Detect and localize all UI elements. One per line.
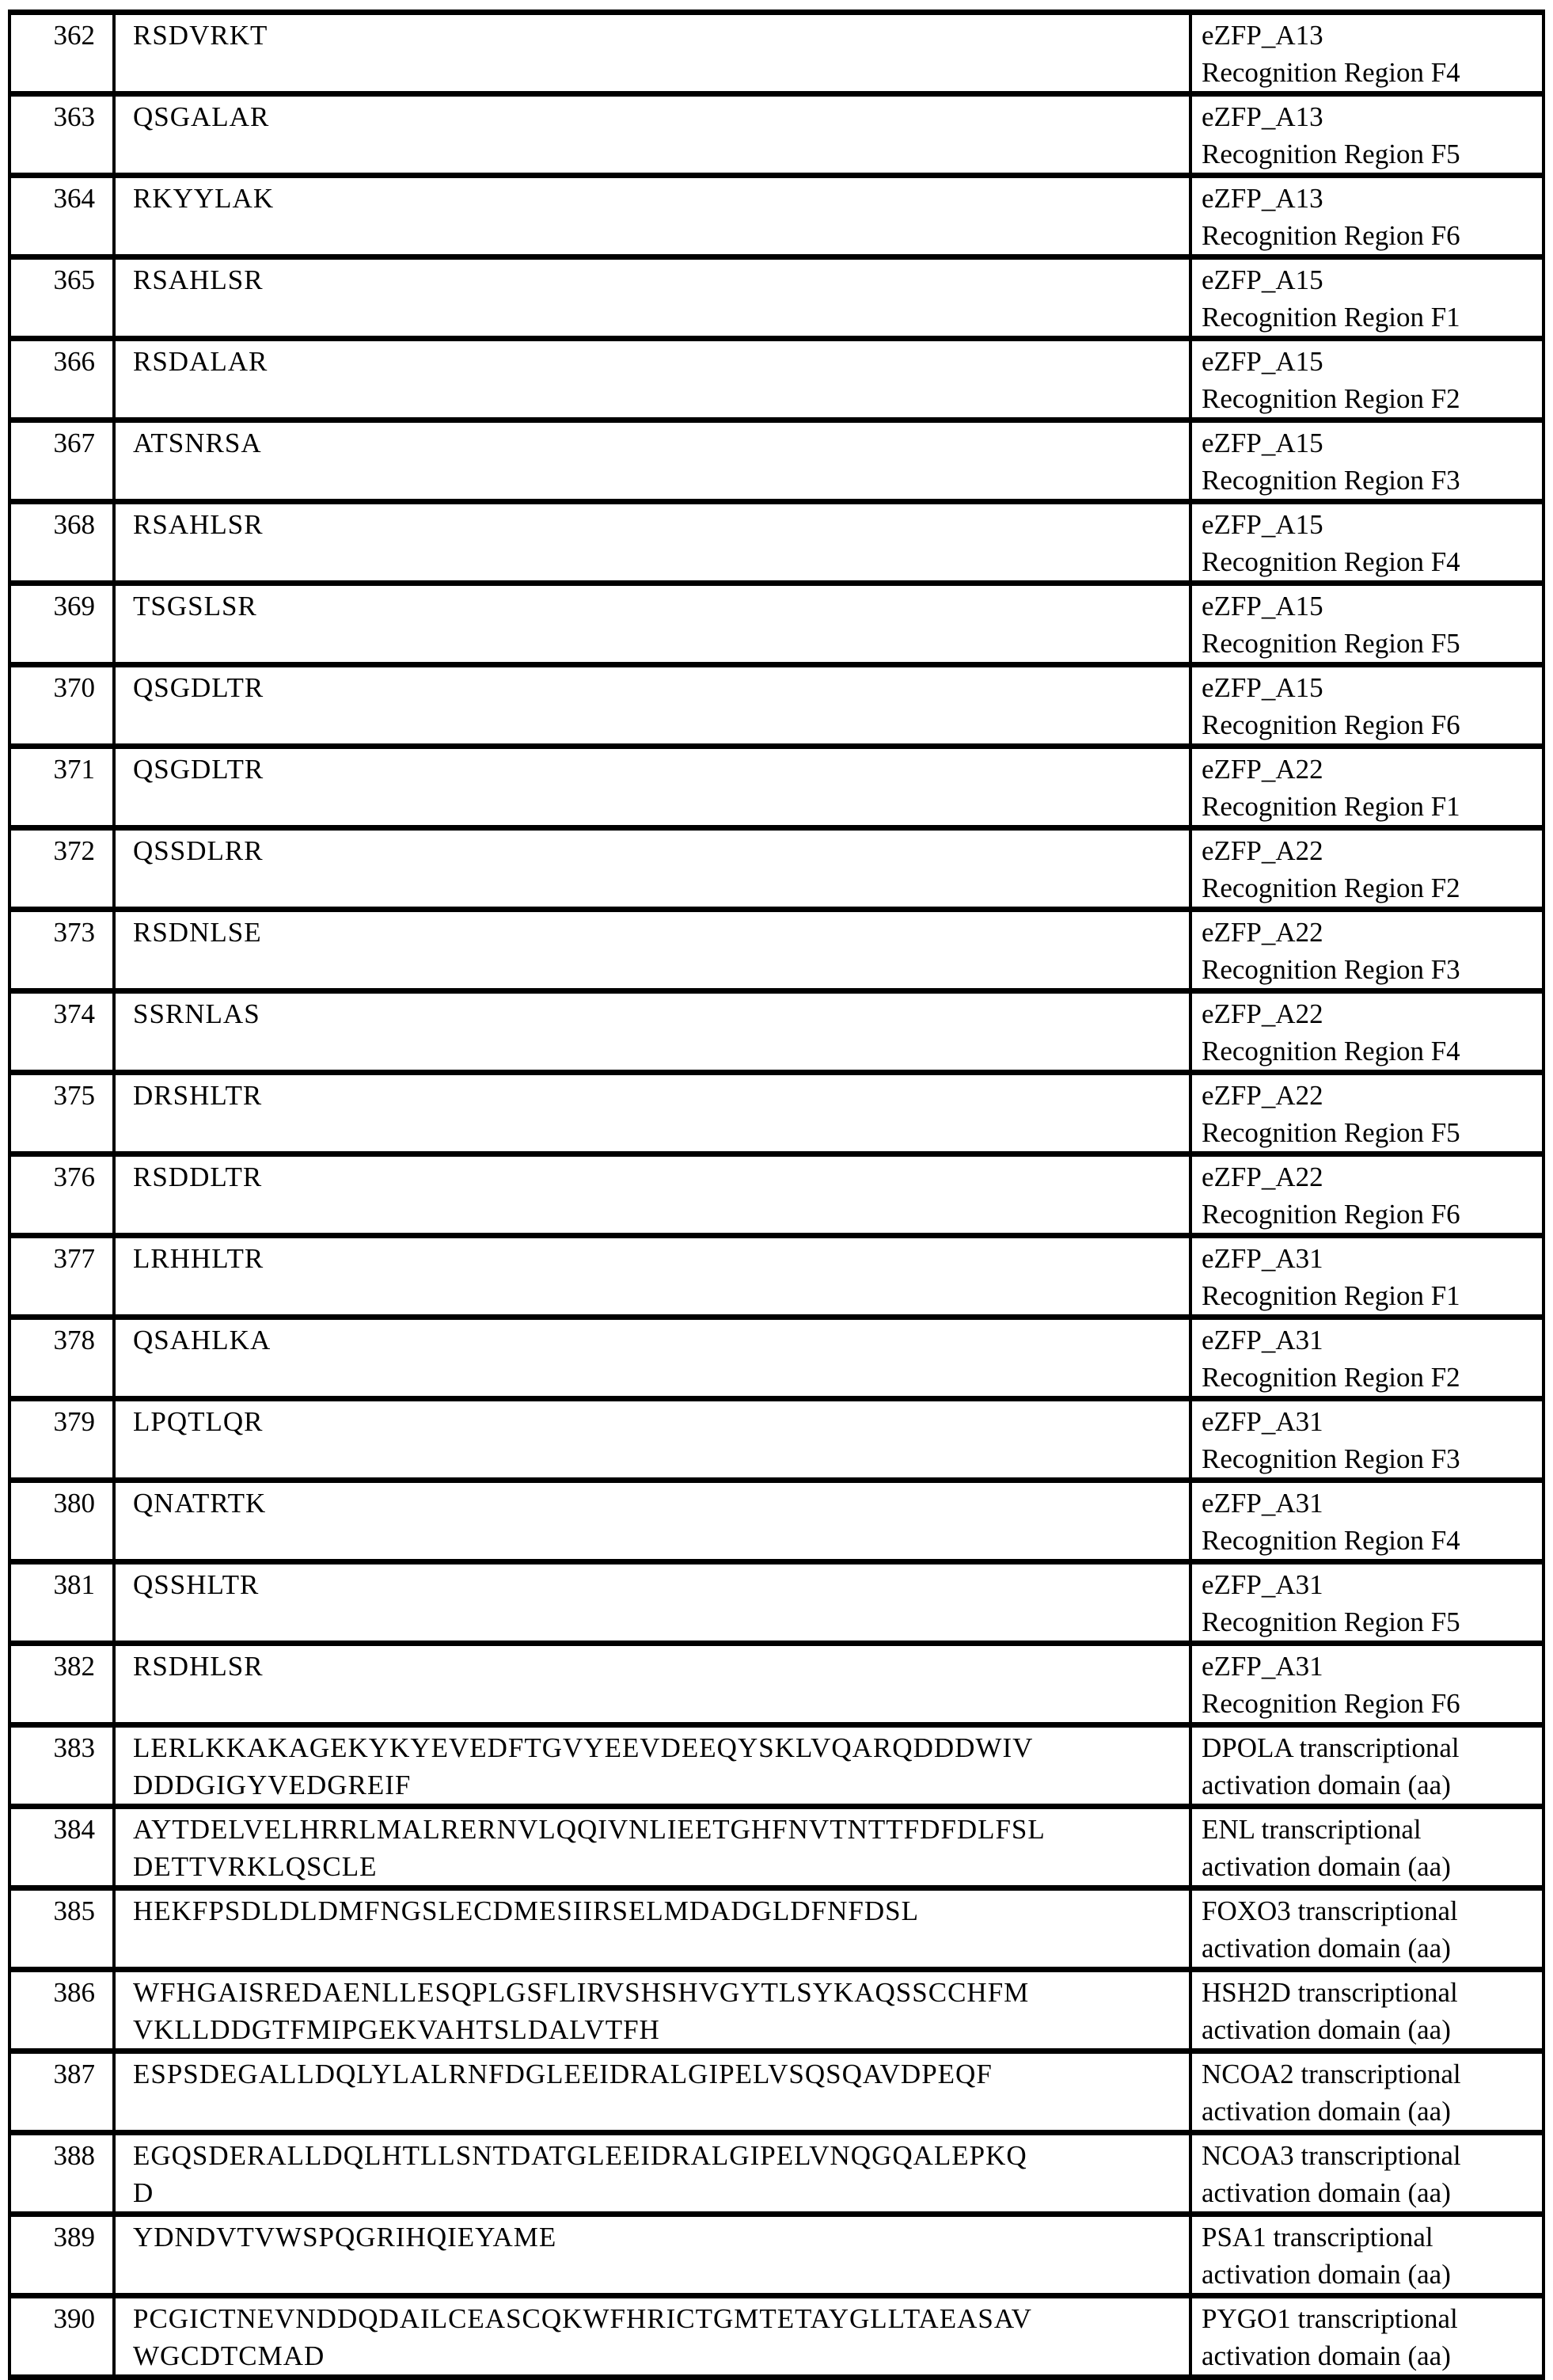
description-cell: eZFP_A31 Recognition Region F1 — [1190, 1236, 1544, 1317]
table-row — [9, 502, 1544, 584]
sequence-cell: QSGALAR — [114, 94, 1190, 176]
sequence-cell: DRSHLTR — [114, 1073, 1190, 1154]
table-row — [9, 1399, 1544, 1481]
description-cell: eZFP_A22 Recognition Region F1 — [1190, 747, 1544, 828]
table-row — [9, 1725, 1544, 1807]
seq-id-number-cell: 375 — [9, 1073, 114, 1154]
sequence-cell: LRHHLTR — [114, 1236, 1190, 1317]
description-cell: eZFP_A31 Recognition Region F6 — [1190, 1644, 1544, 1725]
table-row — [9, 1888, 1544, 1970]
table-row — [9, 910, 1544, 991]
description-cell: eZFP_A22 Recognition Region F4 — [1190, 991, 1544, 1073]
table-row — [9, 584, 1544, 665]
description-cell: eZFP_A15 Recognition Region F1 — [1190, 257, 1544, 339]
table-row — [9, 1562, 1544, 1644]
table-row — [9, 1236, 1544, 1317]
seq-id-number-cell: 388 — [9, 2133, 114, 2215]
seq-id-number-cell: 387 — [9, 2051, 114, 2133]
sequence-cell: RSAHLSR — [114, 257, 1190, 339]
seq-id-number-cell: 368 — [9, 502, 114, 584]
description-cell: FOXO3 transcriptional activation domain (aa) — [1190, 1888, 1544, 1970]
table-row — [9, 2296, 1544, 2378]
table-row — [9, 1317, 1544, 1399]
seq-id-number-cell: 383 — [9, 1725, 114, 1807]
description-cell: PYGO1 transcriptional activation domain (aa) — [1190, 2296, 1544, 2378]
sequence-cell: TSGSLSR — [114, 584, 1190, 665]
description-cell: eZFP_A15 Recognition Region F3 — [1190, 420, 1544, 502]
sequence-cell: QNATRTK — [114, 1481, 1190, 1562]
description-cell: eZFP_A13 Recognition Region F6 — [1190, 176, 1544, 257]
seq-id-number-cell: 362 — [9, 13, 114, 94]
sequence-cell: HEKFPSDLDLDMFNGSLECDMESIIRSELMDADGLDFNFDSL — [114, 1888, 1190, 1970]
description-cell: eZFP_A13 Recognition Region F5 — [1190, 94, 1544, 176]
sequence-cell: YDNDVTVWSPQGRIHQIEYAME — [114, 2215, 1190, 2296]
sequence-cell: ESPSDEGALLDQLYLALRNFDGLEEIDRALGIPELVSQSQAVDPEQF — [114, 2051, 1190, 2133]
seq-id-number-cell: 384 — [9, 1807, 114, 1888]
sequence-cell: RSAHLSR — [114, 502, 1190, 584]
table-row — [9, 1073, 1544, 1154]
seq-id-number-cell: 390 — [9, 2296, 114, 2378]
description-cell: eZFP_A22 Recognition Region F5 — [1190, 1073, 1544, 1154]
table-row — [9, 420, 1544, 502]
table-row — [9, 1481, 1544, 1562]
seq-id-number-cell: 373 — [9, 910, 114, 991]
table-row — [9, 339, 1544, 420]
description-cell: DPOLA transcriptional activation domain (aa) — [1190, 1725, 1544, 1807]
sequence-cell: AYTDELVELHRRLMALRERNVLQQIVNLIEETGHFNVTNTTFDFDLFSL DETTVRKLQSCLE — [114, 1807, 1190, 1888]
seq-id-number-cell: 374 — [9, 991, 114, 1073]
sequence-cell: RSDVRKT — [114, 13, 1190, 94]
description-cell: eZFP_A31 Recognition Region F2 — [1190, 1317, 1544, 1399]
seq-id-number-cell: 365 — [9, 257, 114, 339]
sequence-cell: EGQSDERALLDQLHTLLSNTDATGLEEIDRALGIPELVNQGQALEPKQ D — [114, 2133, 1190, 2215]
description-cell: eZFP_A15 Recognition Region F4 — [1190, 502, 1544, 584]
sequence-cell: LERLKKAKAGEKYKYEVEDFTGVYEEVDEEQYSKLVQARQDDDWIV DDDGIGYVEDGREIF — [114, 1725, 1190, 1807]
sequence-cell: RKYYLAK — [114, 176, 1190, 257]
description-cell: eZFP_A22 Recognition Region F3 — [1190, 910, 1544, 991]
sequence-cell: RSDHLSR — [114, 1644, 1190, 1725]
seq-id-number-cell: 382 — [9, 1644, 114, 1725]
sequence-cell: QSSDLRR — [114, 828, 1190, 910]
description-cell: eZFP_A13 Recognition Region F4 — [1190, 13, 1544, 94]
description-cell: eZFP_A31 Recognition Region F4 — [1190, 1481, 1544, 1562]
table-row — [9, 2051, 1544, 2133]
table-row — [9, 1644, 1544, 1725]
table-row — [9, 176, 1544, 257]
description-cell: eZFP_A22 Recognition Region F6 — [1190, 1154, 1544, 1236]
table-row — [9, 1154, 1544, 1236]
seq-id-number-cell: 381 — [9, 1562, 114, 1644]
sequence-cell: QSAHLKA — [114, 1317, 1190, 1399]
table-row — [9, 747, 1544, 828]
table-body — [9, 13, 1544, 2378]
table-row — [9, 2133, 1544, 2215]
description-cell: NCOA2 transcriptional activation domain (aa) — [1190, 2051, 1544, 2133]
seq-id-number-cell: 389 — [9, 2215, 114, 2296]
table-row — [9, 828, 1544, 910]
sequence-cell: WFHGAISREDAENLLESQPLGSFLIRVSHSHVGYTLSYKAQSSCCHFM VKLLDDGTFMIPGEKVAHTSLDALVTFH — [114, 1970, 1190, 2051]
description-cell: eZFP_A31 Recognition Region F5 — [1190, 1562, 1544, 1644]
seq-id-number-cell: 370 — [9, 665, 114, 747]
sequence-cell: QSSHLTR — [114, 1562, 1190, 1644]
sequence-cell: RSDNLSE — [114, 910, 1190, 991]
seq-id-number-cell: 369 — [9, 584, 114, 665]
sequence-cell: PCGICTNEVNDDQDAILCEASCQKWFHRICTGMTETAYGLLTAEASAV WGCDTCMAD — [114, 2296, 1190, 2378]
sequence-listing-table — [8, 10, 1545, 2380]
table-row — [9, 665, 1544, 747]
seq-id-number-cell: 371 — [9, 747, 114, 828]
seq-id-number-cell: 380 — [9, 1481, 114, 1562]
description-cell: eZFP_A15 Recognition Region F6 — [1190, 665, 1544, 747]
sequence-cell: QSGDLTR — [114, 747, 1190, 828]
seq-id-number-cell: 386 — [9, 1970, 114, 2051]
seq-id-number-cell: 364 — [9, 176, 114, 257]
description-cell: NCOA3 transcriptional activation domain (aa) — [1190, 2133, 1544, 2215]
sequence-cell: RSDALAR — [114, 339, 1190, 420]
seq-id-number-cell: 366 — [9, 339, 114, 420]
seq-id-number-cell: 377 — [9, 1236, 114, 1317]
description-cell: ENL transcriptional activation domain (aa) — [1190, 1807, 1544, 1888]
description-cell: eZFP_A15 Recognition Region F2 — [1190, 339, 1544, 420]
sequence-cell: SSRNLAS — [114, 991, 1190, 1073]
description-cell: PSA1 transcriptional activation domain (aa) — [1190, 2215, 1544, 2296]
table-row — [9, 1970, 1544, 2051]
seq-id-number-cell: 379 — [9, 1399, 114, 1481]
description-cell: eZFP_A31 Recognition Region F3 — [1190, 1399, 1544, 1481]
description-cell: eZFP_A22 Recognition Region F2 — [1190, 828, 1544, 910]
sequence-cell: ATSNRSA — [114, 420, 1190, 502]
seq-id-number-cell: 376 — [9, 1154, 114, 1236]
seq-id-number-cell: 363 — [9, 94, 114, 176]
sequence-cell: LPQTLQR — [114, 1399, 1190, 1481]
table-row — [9, 2215, 1544, 2296]
seq-id-number-cell: 378 — [9, 1317, 114, 1399]
seq-id-number-cell: 367 — [9, 420, 114, 502]
table-row — [9, 1807, 1544, 1888]
sequence-cell: QSGDLTR — [114, 665, 1190, 747]
description-cell: eZFP_A15 Recognition Region F5 — [1190, 584, 1544, 665]
table-row — [9, 94, 1544, 176]
table-row — [9, 991, 1544, 1073]
seq-id-number-cell: 372 — [9, 828, 114, 910]
sequence-cell: RSDDLTR — [114, 1154, 1190, 1236]
seq-id-number-cell: 385 — [9, 1888, 114, 1970]
description-cell: HSH2D transcriptional activation domain (aa) — [1190, 1970, 1544, 2051]
table-row — [9, 257, 1544, 339]
table-row — [9, 13, 1544, 94]
